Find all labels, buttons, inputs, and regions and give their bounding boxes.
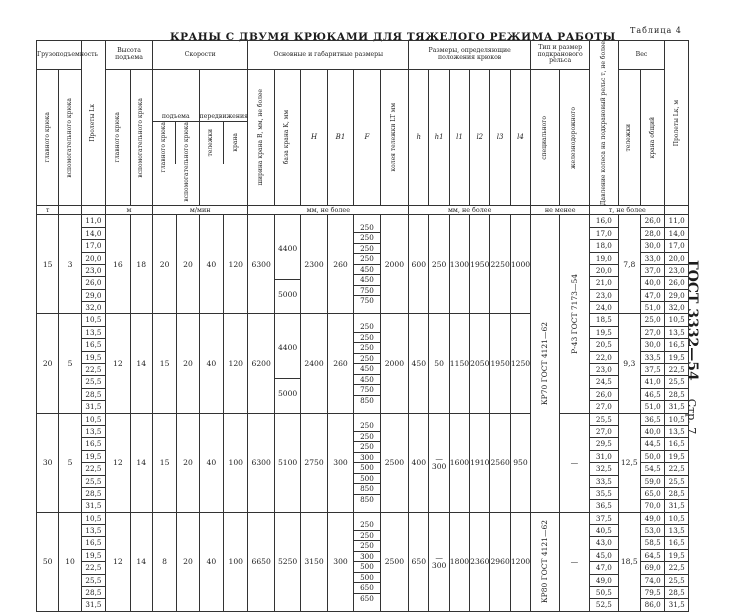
spans_r-cell: 28,5 — [665, 587, 688, 599]
f-cell: 850 — [354, 484, 379, 495]
press-cell: 20,0 — [590, 265, 617, 277]
hp-l1: 1150 — [449, 314, 469, 413]
spans-cell: 10,5 — [82, 314, 105, 326]
spans_r-cell: 16,5 — [665, 339, 688, 351]
spans-cell: 25,5 — [82, 476, 105, 488]
f-cell: 250 — [354, 354, 379, 365]
f-cell: 250 — [354, 432, 379, 443]
h-sp-crane: крана — [231, 133, 239, 152]
press-cell: 18,0 — [590, 240, 617, 252]
spans_r-cell: 22,5 — [665, 463, 688, 475]
spans_r-cell: 19,5 — [665, 550, 688, 562]
dim-b: 6200 — [248, 314, 274, 413]
unit-nm: не менее — [531, 206, 590, 215]
press-cell: 43,0 — [590, 537, 617, 549]
hp-h: 600 — [409, 215, 429, 314]
press-cell: 32,5 — [590, 463, 617, 475]
hp-l1: 1800 — [449, 512, 469, 611]
press-cell: 18,5 — [590, 314, 617, 326]
table-row — [37, 314, 689, 413]
press-cell: 47,0 — [590, 562, 617, 574]
f-cell: 250 — [354, 322, 379, 333]
unit-tnb: т, не более — [590, 206, 665, 215]
rail-special-1: КР70 ГОСТ 4121—62 — [540, 321, 550, 406]
unit-mm-nb: мм, не более — [248, 206, 409, 215]
hp-h1: —300 — [429, 512, 449, 611]
spans-cell: 31,5 — [85, 402, 102, 412]
spans_r-cell: 22,5 — [665, 562, 688, 574]
h-dim-b1: B1 — [327, 69, 353, 206]
w_crane-cell: 51,0 — [644, 303, 661, 313]
press-cell: 27,0 — [590, 426, 617, 438]
dim-gauge: 2000 — [380, 314, 409, 413]
speed-aux: 20 — [177, 215, 199, 314]
hp-l2: 2050 — [470, 314, 490, 413]
press-cell: 16,0 — [590, 215, 617, 227]
lift-aux: 14 — [130, 512, 152, 611]
w_crane-cell: 69,0 — [641, 562, 664, 574]
press-cell: 50,5 — [590, 587, 617, 599]
h-dim-gauge: колея тележки LT мм — [390, 103, 398, 172]
f-cell: 300 — [354, 453, 379, 464]
press-cell: 24,5 — [590, 376, 617, 388]
dim-b1: 260 — [327, 215, 353, 314]
hp-h: 650 — [409, 512, 429, 611]
w_crane-cell: 27,0 — [641, 327, 664, 339]
dim-b: 6300 — [248, 215, 274, 314]
w_crane-cell: 59,0 — [641, 476, 664, 488]
hp-l2: 1950 — [470, 215, 490, 314]
press-cell: 20,5 — [590, 339, 617, 351]
w_crane-cell: 65,0 — [641, 488, 664, 500]
speed-aux: 20 — [177, 314, 199, 413]
spans-cell: 14,0 — [82, 228, 105, 240]
side-gost: ГОСТ 3332—54 — [684, 260, 700, 381]
spans_r-cell: 11,0 — [665, 215, 688, 227]
w_crane-cell: 47,0 — [641, 290, 664, 302]
dim-k-bottom: 5000 — [277, 289, 298, 299]
w_crane-cell: 58,5 — [641, 537, 664, 549]
f-cell: 650 — [360, 593, 374, 603]
press-cell: 33,5 — [590, 476, 617, 488]
spans-cell: 26,0 — [82, 277, 105, 289]
aux-hook-cap: 5 — [59, 413, 81, 512]
hp-h: 450 — [409, 314, 429, 413]
press-cell: 35,5 — [590, 488, 617, 500]
main-hook-cap: 30 — [37, 413, 59, 512]
lift-main: 12 — [106, 512, 130, 611]
hp-l4: 1200 — [510, 512, 530, 611]
f-cell: 450 — [354, 364, 379, 375]
speed-aux: 20 — [177, 413, 199, 512]
hp-l1: 1600 — [449, 413, 469, 512]
speed-trolley: 40 — [199, 314, 223, 413]
dim-k-top: 4400 — [275, 318, 300, 379]
dim-gauge: 2500 — [380, 512, 409, 611]
h-sp-main: главного крюка — [159, 121, 167, 172]
spans-cell: 10,5 — [82, 513, 105, 525]
spans-cell: 17,0 — [82, 240, 105, 252]
f-cell: 250 — [354, 421, 379, 432]
h-lift-main: главного крюка — [113, 112, 121, 163]
unit-mm-nb2: мм, не более — [409, 206, 531, 215]
speed-crane: 120 — [224, 215, 248, 314]
spans_r-cell: 22,5 — [665, 364, 688, 376]
w_crane-cell: 49,0 — [641, 513, 664, 525]
f-cell: 250 — [354, 343, 379, 354]
h-main-hook: главного крюка — [43, 112, 51, 163]
h-speed-lift: подъема — [153, 112, 199, 122]
press-cell: 27,0 — [595, 402, 612, 412]
w_crane-cell: 41,0 — [641, 376, 664, 388]
h-speeds: Скорости — [152, 41, 248, 70]
h-dim-h: H — [301, 69, 327, 206]
h-weight: Вес — [618, 41, 665, 70]
w_crane-cell: 86,0 — [644, 600, 661, 610]
spans-cell: 25,5 — [82, 376, 105, 388]
h-spans-right: Пролеты Lк, м — [672, 100, 680, 147]
speed-trolley: 40 — [199, 413, 223, 512]
h-rail: Тип и размер подкранового рельса — [531, 41, 590, 70]
spans_r-cell: 23,0 — [665, 265, 688, 277]
w_crane-cell: 40,0 — [641, 426, 664, 438]
w_crane-cell: 74,0 — [641, 575, 664, 587]
h-dim-b: ширина крана B, мм, не более — [257, 89, 265, 186]
spans-cell: 22,5 — [82, 364, 105, 376]
spans-cell: 10,5 — [82, 414, 105, 426]
dim-k-top: 4400 — [275, 219, 300, 280]
speed-trolley: 40 — [199, 512, 223, 611]
f-cell: 250 — [354, 541, 379, 552]
press-cell: 37,5 — [590, 513, 617, 525]
h-hp-h1: h1 — [429, 69, 449, 206]
h-sp-aux: вспомогательного крюка — [183, 121, 191, 202]
unit-m: м — [106, 206, 153, 215]
aux-hook-cap: 5 — [59, 314, 81, 413]
spans_r-cell: 10,5 — [665, 314, 688, 326]
dim-gauge: 2500 — [380, 413, 409, 512]
spans-cell: 19,5 — [82, 352, 105, 364]
spans-cell: 22,5 — [82, 463, 105, 475]
spans_r-cell: 32,0 — [668, 303, 685, 313]
lift-aux: 18 — [130, 215, 152, 314]
f-cell: 250 — [354, 233, 379, 244]
f-cell: 250 — [354, 442, 379, 453]
f-cell: 500 — [354, 463, 379, 474]
spans_r-cell: 25,5 — [665, 376, 688, 388]
table-row — [37, 215, 689, 314]
f-cell: 300 — [354, 552, 379, 563]
press-cell: 25,5 — [590, 414, 617, 426]
spans-cell: 25,5 — [82, 575, 105, 587]
w_crane-cell: 30,0 — [641, 240, 664, 252]
spans_r-cell: 28,5 — [665, 389, 688, 401]
press-cell: 19,5 — [590, 327, 617, 339]
spans_r-cell: 13,5 — [665, 426, 688, 438]
spans_r-cell: 16,5 — [665, 438, 688, 450]
press-cell: 21,0 — [590, 277, 617, 289]
hp-l1: 1300 — [449, 215, 469, 314]
spans-cell: 20,0 — [82, 253, 105, 265]
w_crane-cell: 50,0 — [641, 451, 664, 463]
press-cell: 19,0 — [590, 253, 617, 265]
w_crane-cell: 64,5 — [641, 550, 664, 562]
hp-l4: 1000 — [510, 215, 530, 314]
h-w-crane: крана общий — [648, 116, 656, 159]
w_crane-cell: 79,5 — [641, 587, 664, 599]
weight-trolley: 12,5 — [618, 413, 640, 512]
f-cell: 750 — [354, 286, 379, 297]
dim-b: 6650 — [248, 512, 274, 611]
f-cell: 500 — [354, 474, 379, 485]
h-rail-rr: железнодорожного — [570, 106, 578, 169]
dim-h: 3150 — [301, 512, 327, 611]
h-hook-pos: Размеры, определяющие положения крюков — [409, 41, 531, 70]
spans_r-cell: 17,0 — [665, 240, 688, 252]
press-cell: 22,0 — [590, 352, 617, 364]
spans_r-cell: 28,5 — [665, 488, 688, 500]
rail-rr-3: — — [559, 512, 590, 611]
f-cell: 650 — [354, 583, 379, 594]
speed-main: 8 — [152, 512, 176, 611]
f-cell: 750 — [354, 385, 379, 396]
dim-b1: 260 — [327, 314, 353, 413]
lift-main: 16 — [106, 215, 130, 314]
rail-rr-2: — — [559, 413, 590, 512]
rail-rr-1: Р-43 ГОСТ 7173—54 — [569, 274, 579, 354]
dim-b1: 300 — [327, 413, 353, 512]
h-hp-h: h — [409, 69, 429, 206]
press-cell: 23,0 — [590, 290, 617, 302]
lift-main: 12 — [106, 314, 130, 413]
spans-cell: 13,5 — [82, 426, 105, 438]
main-hook-cap: 50 — [37, 512, 59, 611]
speed-aux: 20 — [177, 512, 199, 611]
w_crane-cell: 44,5 — [641, 438, 664, 450]
h-hp-l2: l2 — [470, 69, 490, 206]
unit-mmin: м/мин — [152, 206, 248, 215]
press-cell: 52,5 — [595, 600, 612, 610]
speed-trolley: 40 — [199, 215, 223, 314]
spans-cell: 13,5 — [82, 327, 105, 339]
h-dim-k: база крана K, мм — [283, 110, 291, 165]
press-cell: 31,0 — [590, 451, 617, 463]
spans-cell: 29,0 — [82, 290, 105, 302]
f-cell: 450 — [354, 275, 379, 286]
dim-b: 6300 — [248, 413, 274, 512]
spans_r-cell: 10,5 — [665, 414, 688, 426]
h-wheel-press: Давление колеса на подкрановый рельс т, не более — [599, 41, 607, 206]
lift-main: 12 — [106, 413, 130, 512]
spans_r-cell: 29,0 — [665, 290, 688, 302]
hp-l3: 2560 — [490, 413, 510, 512]
hp-h1: —300 — [429, 413, 449, 512]
spans_r-cell: 19,5 — [665, 451, 688, 463]
spans_r-cell: 13,5 — [665, 327, 688, 339]
spans_r-cell: 25,5 — [665, 575, 688, 587]
w_crane-cell: 36,5 — [641, 414, 664, 426]
spans-cell: 31,5 — [85, 501, 102, 511]
f-cell: 250 — [354, 531, 379, 542]
w_crane-cell: 33,0 — [641, 253, 664, 265]
table-row — [37, 512, 689, 611]
f-cell: 850 — [360, 494, 374, 504]
dim-b1: 300 — [327, 512, 353, 611]
spans-cell: 23,0 — [82, 265, 105, 277]
hp-h1: 50 — [429, 314, 449, 413]
press-cell: 45,0 — [590, 550, 617, 562]
spans-cell: 16,5 — [82, 537, 105, 549]
h-lift-height: Высота подъема — [106, 41, 153, 70]
spans-cell: 31,5 — [85, 600, 102, 610]
f-cell: 250 — [354, 244, 379, 255]
spans_r-cell: 31,5 — [668, 402, 685, 412]
w_crane-cell: 30,0 — [641, 339, 664, 351]
main-hook-cap: 15 — [37, 215, 59, 314]
f-cell: 450 — [354, 265, 379, 276]
page-title: КРАНЫ С ДВУМЯ КРЮКАМИ ДЛЯ ТЯЖЕЛОГО РЕЖИМА РАБОТЫ — [170, 31, 616, 43]
spans-cell: 16,5 — [82, 339, 105, 351]
w_crane-cell: 70,0 — [644, 501, 661, 511]
lift-aux: 14 — [130, 413, 152, 512]
spans_r-cell: 16,5 — [665, 537, 688, 549]
aux-hook-cap: 10 — [59, 512, 81, 611]
speed-crane: 100 — [224, 512, 248, 611]
spans-cell: 22,5 — [82, 562, 105, 574]
dim-k: 5250 — [274, 512, 300, 611]
spans-cell: 28,5 — [82, 587, 105, 599]
spans_r-cell: 19,5 — [665, 352, 688, 364]
press-cell: 36,5 — [595, 501, 612, 511]
spans_r-cell: 26,0 — [665, 277, 688, 289]
press-cell: 40,5 — [590, 525, 617, 537]
hp-l3: 2250 — [490, 215, 510, 314]
h-w-trolley: тележки — [625, 123, 633, 152]
f-cell: 250 — [354, 254, 379, 265]
w_crane-cell: 26,0 — [641, 215, 664, 227]
spans-cell: 19,5 — [82, 451, 105, 463]
f-cell: 450 — [354, 375, 379, 386]
spans-cell: 32,0 — [85, 303, 102, 313]
f-cell: 250 — [354, 223, 379, 234]
f-cell: 250 — [354, 520, 379, 531]
spans-cell: 13,5 — [82, 525, 105, 537]
w_crane-cell: 28,0 — [641, 228, 664, 240]
spans_r-cell: 10,5 — [665, 513, 688, 525]
spans_r-cell: 14,0 — [665, 228, 688, 240]
w_crane-cell: 25,0 — [641, 314, 664, 326]
dim-h: 2300 — [301, 215, 327, 314]
spans_r-cell: 20,0 — [665, 253, 688, 265]
speed-main: 15 — [152, 413, 176, 512]
w_crane-cell: 37,0 — [641, 265, 664, 277]
f-cell: 500 — [354, 562, 379, 573]
f-cell: 500 — [354, 573, 379, 584]
w_crane-cell: 37,5 — [641, 364, 664, 376]
hp-l2: 1910 — [470, 413, 490, 512]
dim-k-bottom: 5000 — [277, 389, 298, 399]
side-page: Стр. 7 — [685, 398, 698, 435]
h-span: Пролеты Lк — [89, 104, 97, 143]
h-dims: Основные и габаритные размеры — [248, 41, 409, 70]
spans_r-cell: 13,5 — [665, 525, 688, 537]
h-sp-trolley: тележки — [207, 128, 215, 157]
hp-l2: 2360 — [470, 512, 490, 611]
unit-t: т — [37, 206, 59, 215]
w_crane-cell: 51,0 — [644, 402, 661, 412]
speed-main: 20 — [152, 215, 176, 314]
hp-l4: 950 — [510, 413, 530, 512]
h-lift-aux: вспомогательного крюка — [137, 97, 145, 178]
weight-trolley: 18,5 — [618, 512, 640, 611]
h-rail-special: специального — [540, 115, 548, 160]
press-cell: 17,0 — [590, 228, 617, 240]
dim-h: 2400 — [301, 314, 327, 413]
spans-cell: 16,5 — [82, 438, 105, 450]
f-cell: 850 — [360, 395, 374, 405]
h-hp-l4: l4 — [510, 69, 530, 206]
h-aux-hook: вспомогательного крюка — [65, 97, 73, 178]
speed-crane: 120 — [224, 314, 248, 413]
f-cell: 750 — [360, 296, 374, 306]
w_crane-cell: 33,5 — [641, 352, 664, 364]
h-speed-move: передвижения — [199, 112, 248, 120]
weight-trolley: 7,8 — [618, 215, 640, 314]
h-hp-l3: l3 — [490, 69, 510, 206]
aux-hook-cap: 3 — [59, 215, 81, 314]
spans_r-cell: 25,5 — [665, 476, 688, 488]
dim-k: 5100 — [274, 413, 300, 512]
w_crane-cell: 46,5 — [641, 389, 664, 401]
speed-main: 15 — [152, 314, 176, 413]
w_crane-cell: 54,5 — [641, 463, 664, 475]
hp-l4: 1250 — [510, 314, 530, 413]
spans-cell: 19,5 — [82, 550, 105, 562]
spans-cell: 28,5 — [82, 389, 105, 401]
crane-table — [36, 40, 689, 612]
w_crane-cell: 53,0 — [641, 525, 664, 537]
h-dim-f: F — [354, 69, 380, 206]
spans-cell: 11,0 — [82, 215, 105, 227]
h-capacity: Грузоподъемность — [37, 41, 82, 70]
hp-l3: 2960 — [490, 512, 510, 611]
table-row — [37, 413, 689, 512]
press-cell: 23,0 — [590, 364, 617, 376]
press-cell: 49,0 — [590, 575, 617, 587]
spans_r-cell: 31,5 — [668, 501, 685, 511]
spans-cell: 28,5 — [82, 488, 105, 500]
press-cell: 29,5 — [590, 438, 617, 450]
speed-crane: 100 — [224, 413, 248, 512]
rail-special-2: КР80 ГОСТ 4121—62 — [540, 520, 550, 604]
weight-trolley: 9,3 — [618, 314, 640, 413]
main-hook-cap: 20 — [37, 314, 59, 413]
lift-aux: 14 — [130, 314, 152, 413]
hp-h: 400 — [409, 413, 429, 512]
h-hp-l1: l1 — [449, 69, 469, 206]
w_crane-cell: 40,0 — [641, 277, 664, 289]
hp-l3: 1950 — [490, 314, 510, 413]
table-number: Таблица 4 — [630, 26, 682, 35]
hp-h1: 250 — [429, 215, 449, 314]
press-cell: 26,0 — [590, 389, 617, 401]
spans_r-cell: 31,5 — [668, 600, 685, 610]
f-cell: 250 — [354, 333, 379, 344]
press-cell: 24,0 — [595, 303, 612, 313]
dim-gauge: 2000 — [380, 215, 409, 314]
dim-h: 2750 — [301, 413, 327, 512]
